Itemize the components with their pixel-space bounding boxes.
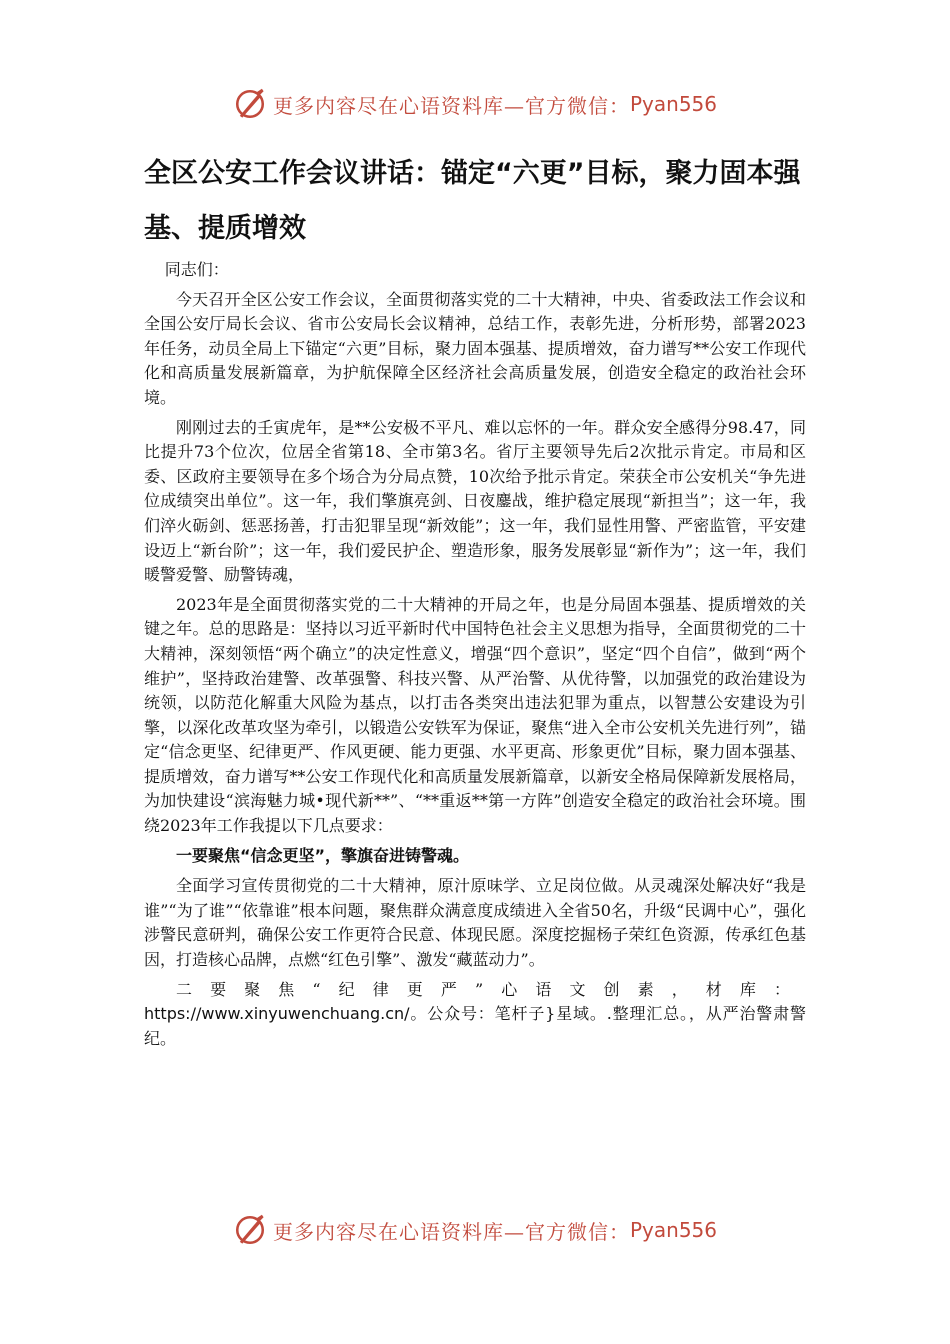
paragraph-1: 今天召开全区公安工作会议，全面贯彻落实党的二十大精神，中央、省委政法工作会议和全国公安厅局长会议、省市公安局长会议精神，总结工作，表彰先进，分析形势，部署2023年任务，动员全局上下锚定“六更”目标，聚力固本强基、提质增效，奋力谱写**公安工作现代化和高质量发展新篇章，为护航保障全区经济社会高质量发展，创造安全稳定的政治社会环境。 [144, 289, 806, 407]
section-heading-2-line [144, 978, 806, 1052]
banner-text: 更多内容尽在心语资料库—官方微信： [272, 93, 630, 118]
salutation: 同志们： [164, 260, 229, 279]
pen-brush-logo-icon [233, 1213, 267, 1247]
banner-wechat-handle: Pyan556 [629, 1218, 717, 1242]
document-title: 全区公安工作会议讲话：锚定“六更”目标，聚力固本强基、提质增效 [144, 158, 801, 244]
paragraph-4: 全面学习宣传贯彻党的二十大精神，原汁原味学、立足岗位做。从灵魂深处解决好“我是谁”“为了谁”“依靠谁”根本问题，聚焦群众满意度成绩进入全省50名，升级“民调中心”，强化涉警民意研判，确保公安工作更符合民意、体现民愿。深度挖掘杨子荣红色资源，传承红色基因，打造核心品牌，点燃“红色引擎”、激发“藏蓝动力”。 [144, 876, 806, 970]
pen-brush-logo-icon [233, 87, 267, 121]
watermark-tail-text: 。公众号：笔杆子}星域。.整理汇总。，从严治警肃警纪。 [144, 1004, 806, 1048]
banner-wechat-handle: Pyan556 [629, 92, 717, 116]
banner-text: 更多内容尽在心语资料库—官方微信： [272, 1219, 630, 1244]
paragraph-2: 刚刚过去的壬寅虎年，是**公安极不平凡、难以忘怀的一年。群众安全感得分98.47，同比提升73个位次，位居全省第18、全市第3名。省厅主要领导先后2次批示肯定。市局和区委、区政府主要领导在多个场合为分局点赞，10次给予批示肯定。荣获全市公安机关“争先进位成绩突出单位”。这一年，我们擎旗亮剑、日夜鏖战，维护稳定展现“新担当”；这一年，我们淬火砺剑、惩恶扬善，打击犯罪呈现“新效能”；这一年，我们显性用警、严密监管，平安建设迈上“新台阶”；这一年，我们爱民护企、塑造形象，服务发展彰显“新作为”；这一年，我们暖警爱警、励警铸魂， [144, 417, 806, 585]
header-banner [0, 84, 950, 124]
section-heading-1: 一要聚焦“信念更坚”，擎旗奋进铸警魂。 [176, 845, 470, 865]
paragraph-3: 2023年是全面贯彻落实党的二十大精神的开局之年，也是分局固本强基、提质增效的关键之年。总的思路是：坚持以习近平新时代中国特色社会主义思想为指导，全面贯彻党的二十大精神，深刻领悟“两个确立”的决定性意义，增强“四个意识”，坚定“四个自信”，做到“两个维护”，坚持政治建警、改革强警、科技兴警、从严治警、从优待警，以加强党的政治建设为统领，以防范化解重大风险为基点，以打击各类突出违法犯罪为重点，以智慧公安建设为引擎，以深化改革攻坚为牵引，以锻造公安铁军为保证，聚焦“进入全市公安机关先进行列”，锚定“信念更坚、纪律更严、作风更硬、能力更强、水平更高、形象更优”目标，聚力固本强基、提质增效，奋力谱写**公安工作现代化和高质量发展新篇章，以新安全格局保障新发展格局，为加快建设“滨海魅力城•现代新**”、“**重返**第一方阵”创造安全稳定的政治社会环境。围绕2023年工作我提以下几点要求： [144, 594, 806, 836]
watermark-source-text: 心语文创素，材库： [499, 979, 806, 999]
section-heading-2-fragment: 二要聚焦“纪律更严” [176, 979, 500, 999]
document-body [144, 258, 806, 1051]
footer-banner [0, 1210, 950, 1250]
watermark-url: https://www.xinyuwenchuang.cn/ [144, 1004, 410, 1024]
